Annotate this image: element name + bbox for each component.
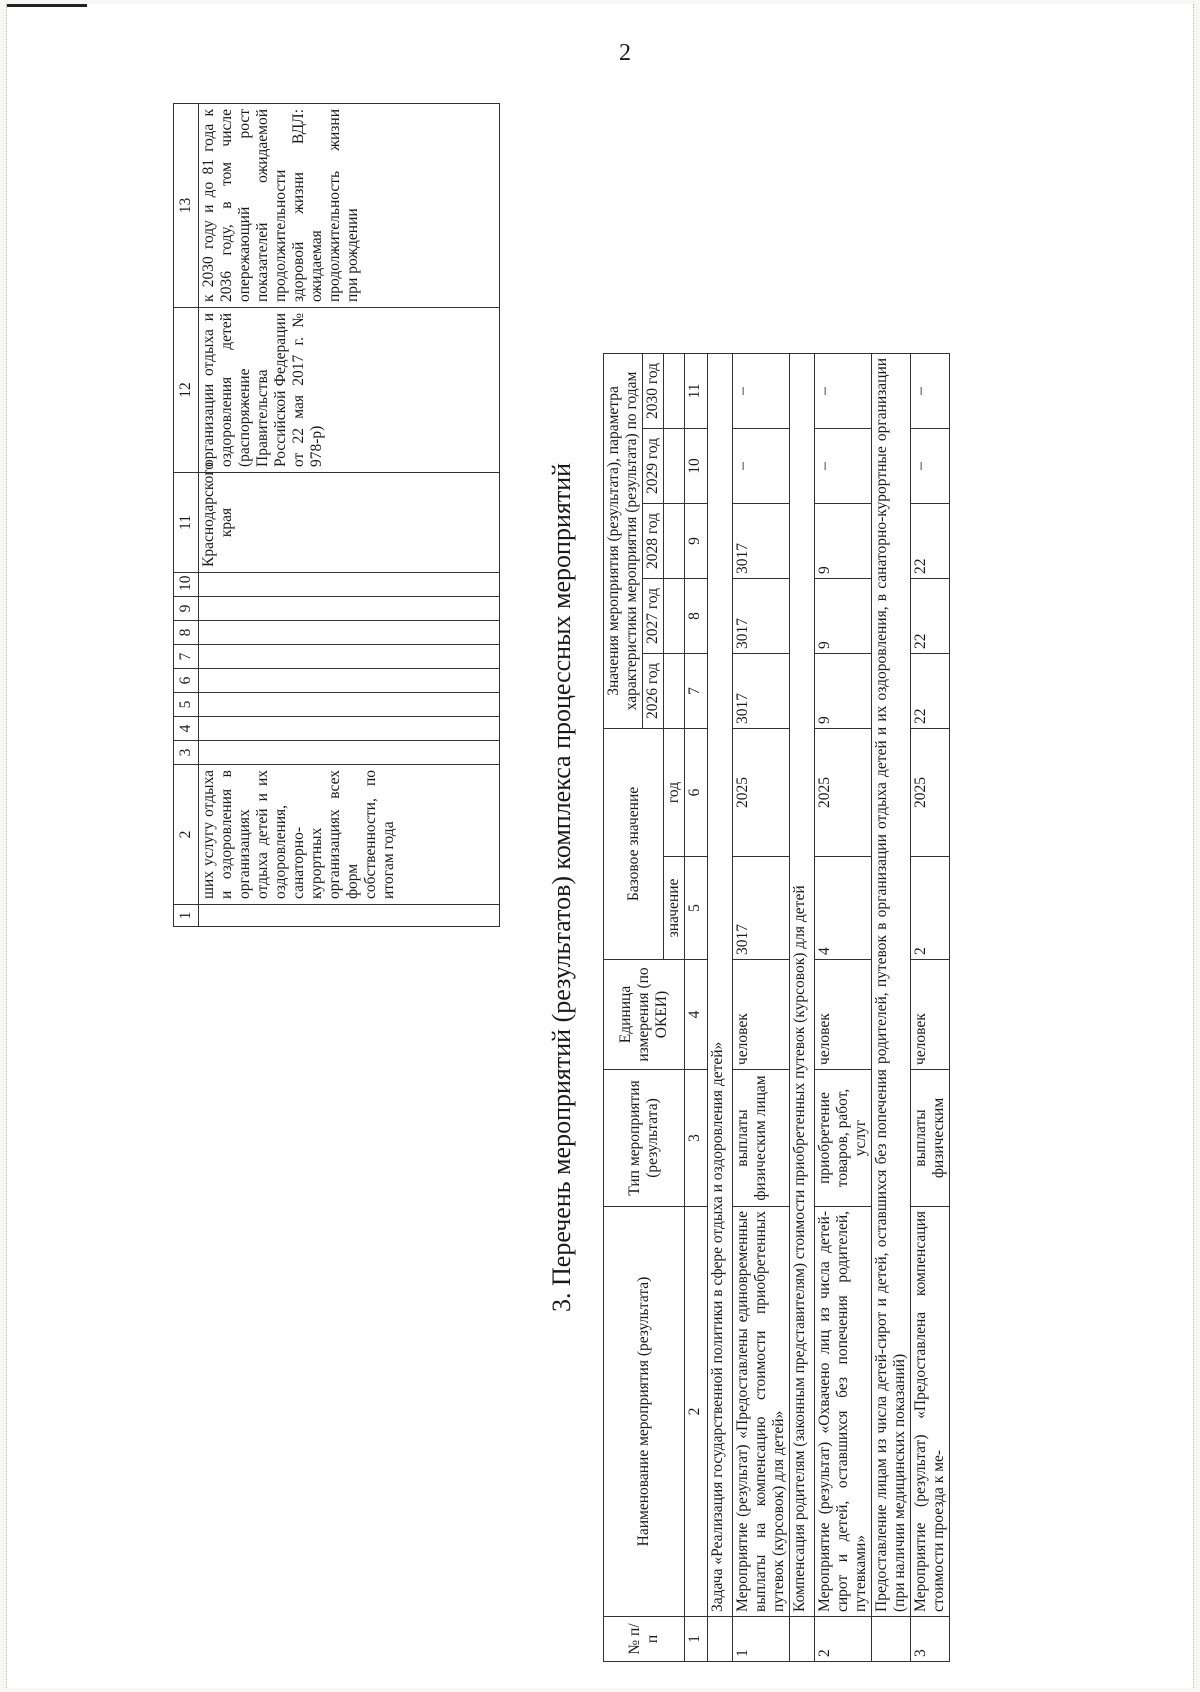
table-cell <box>199 597 500 621</box>
value-2030: – <box>911 353 950 428</box>
col-number: 8 <box>174 621 199 645</box>
table-cell <box>199 717 500 741</box>
col-number: 6 <box>174 669 199 693</box>
col-number: 10 <box>174 573 199 597</box>
base-value: 4 <box>815 857 872 960</box>
col-number: 7 <box>174 645 199 669</box>
measure-unit: человек <box>733 960 790 1070</box>
col-number: 6 <box>685 728 708 856</box>
goal-link-cell: к 2030 году и до 81 года к 2036 году, в том числе опережающий рост показателей ожидаемой продолжительности здоровой жизни ВДЛ: ожидаемая продолжительность жизни при рождении <box>199 104 500 308</box>
measure-type: выплаты физическим <box>911 1070 950 1207</box>
region-cell: Краснодарского края <box>199 473 500 573</box>
value-2026: 22 <box>911 653 950 728</box>
row-num: 2 <box>815 1617 872 1662</box>
header-year: 2030 год <box>643 353 664 428</box>
document-page <box>6 4 1194 1688</box>
value-2028: 3017 <box>733 503 790 578</box>
scan-edge-line <box>7 4 87 7</box>
measure-unit: человек <box>815 960 872 1070</box>
page-number: 2 <box>619 40 631 66</box>
col-number: 7 <box>685 653 708 728</box>
value-2026: 3017 <box>733 653 790 728</box>
task-title: Задача «Реализация государственной политики в сфере отдыха и оздоровления детей» <box>708 353 733 1616</box>
row-num: 1 <box>733 1617 790 1662</box>
base-value: 2 <box>911 857 950 960</box>
value-2030: – <box>815 353 872 428</box>
col-number: 4 <box>685 960 708 1070</box>
table-cell <box>872 1617 911 1662</box>
header-year: 2028 год <box>643 503 664 578</box>
col-number: 8 <box>685 578 708 653</box>
col-number: 10 <box>685 428 708 503</box>
col-number: 9 <box>174 597 199 621</box>
table-row <box>733 353 790 1661</box>
task-row <box>708 353 733 1661</box>
column-number-row <box>174 104 199 927</box>
col-number: 1 <box>685 1617 708 1662</box>
measure-type: выплаты физическим лицам <box>733 1070 790 1207</box>
table-cell <box>790 1617 815 1662</box>
col-number: 5 <box>685 857 708 960</box>
col-number: 2 <box>174 765 199 905</box>
table-cell <box>199 621 500 645</box>
table-cell <box>199 645 500 669</box>
value-2027: 9 <box>815 578 872 653</box>
header-base-value: значение <box>664 857 685 960</box>
col-number: 11 <box>174 473 199 573</box>
base-year: 2025 <box>815 728 872 856</box>
value-2026: 9 <box>815 653 872 728</box>
base-value: 3017 <box>733 857 790 960</box>
measure-name: Мероприятие (результат) «Предоставлена компенсация стоимости проезда к ме- <box>911 1207 950 1617</box>
value-2027: 3017 <box>733 578 790 653</box>
col-number: 11 <box>685 353 708 428</box>
measure-name: Мероприятие (результат) «Охвачено лиц из числа детей-сирот и детей, оставшихся без попечения родителей, путевками» <box>815 1207 872 1617</box>
col-number: 4 <box>174 717 199 741</box>
table-row <box>815 353 872 1661</box>
table-cell <box>199 573 500 597</box>
indicator-name-cell: ших услугу отдыха и оздоровления в организациях отдыха детей и их оздоровления, санаторно-курортных организациях всех форм собственности, по итогам года <box>199 765 500 905</box>
value-2027: 22 <box>911 578 950 653</box>
base-year: 2025 <box>911 728 950 856</box>
col-number: 2 <box>685 1207 708 1617</box>
col-number: 12 <box>174 308 199 473</box>
continuation-table <box>173 104 500 927</box>
value-2030: – <box>733 353 790 428</box>
col-number: 5 <box>174 693 199 717</box>
section-heading: 3. Перечень мероприятий (результатов) комплекса процессных мероприятий <box>547 462 576 1312</box>
header-num: № п/п <box>604 1617 685 1662</box>
header-base-year: год <box>664 728 685 856</box>
measure-type: приобретение товаров, работ, услуг <box>815 1070 872 1207</box>
value-2029: – <box>815 428 872 503</box>
group-row <box>790 353 815 1661</box>
table-header-row <box>604 353 643 1661</box>
header-year-spacer <box>664 353 685 428</box>
table-row <box>199 104 500 927</box>
column-number-row <box>685 353 708 1661</box>
header-base: Базовое значение <box>604 728 664 959</box>
measure-name: Мероприятие (результат) «Предоставлены единовременные выплаты на компенсацию стоимости приобретенных путевок (курсовок) для детей» <box>733 1207 790 1617</box>
col-number: 3 <box>174 741 199 765</box>
header-year-spacer <box>664 428 685 503</box>
group-title: Предоставление лицам из числа детей-сирот и детей, оставшихся без попечения родителей, путевок в организации отдыха детей и их оздоровления, в санаторно-курортные организации (при наличии медицинских показаний) <box>872 353 911 1616</box>
value-2029: – <box>733 428 790 503</box>
header-year: 2029 год <box>643 428 664 503</box>
table-cell <box>708 1617 733 1662</box>
table-row <box>911 353 950 1661</box>
header-values: Значения мероприятия (результата), параметра характеристики мероприятия (результата) по годам <box>604 353 643 728</box>
header-year-spacer <box>664 653 685 728</box>
header-unit: Единица измерения (по ОКЕИ) <box>604 960 685 1070</box>
header-name: Наименование мероприятия (результата) <box>604 1207 685 1617</box>
col-number: 3 <box>685 1070 708 1207</box>
row-num: 3 <box>911 1617 950 1662</box>
header-year-spacer <box>664 578 685 653</box>
measure-unit: человек <box>911 960 950 1070</box>
header-year-spacer <box>664 503 685 578</box>
header-type: Тип мероприятия (результата) <box>604 1070 685 1207</box>
col-number: 13 <box>174 104 199 308</box>
table-cell <box>199 669 500 693</box>
col-number: 9 <box>685 503 708 578</box>
table-cell <box>199 741 500 765</box>
source-document-cell: организации отдыха и оздоровления детей (распоряжение Правительства Российской Федерации от 22 мая 2017 г. № 978-р) <box>199 308 500 473</box>
header-year: 2027 год <box>643 578 664 653</box>
measures-table <box>603 354 1077 1662</box>
group-title: Компенсация родителям (законным представителям) стоимости приобретенных путевок (курсовок) для детей <box>790 353 815 1616</box>
header-year: 2026 год <box>643 653 664 728</box>
table-cell <box>199 905 500 927</box>
value-2029: – <box>911 428 950 503</box>
col-number: 1 <box>174 905 199 927</box>
value-2028: 22 <box>911 503 950 578</box>
group-row <box>872 353 911 1661</box>
table-cell <box>199 693 500 717</box>
base-year: 2025 <box>733 728 790 856</box>
value-2028: 9 <box>815 503 872 578</box>
